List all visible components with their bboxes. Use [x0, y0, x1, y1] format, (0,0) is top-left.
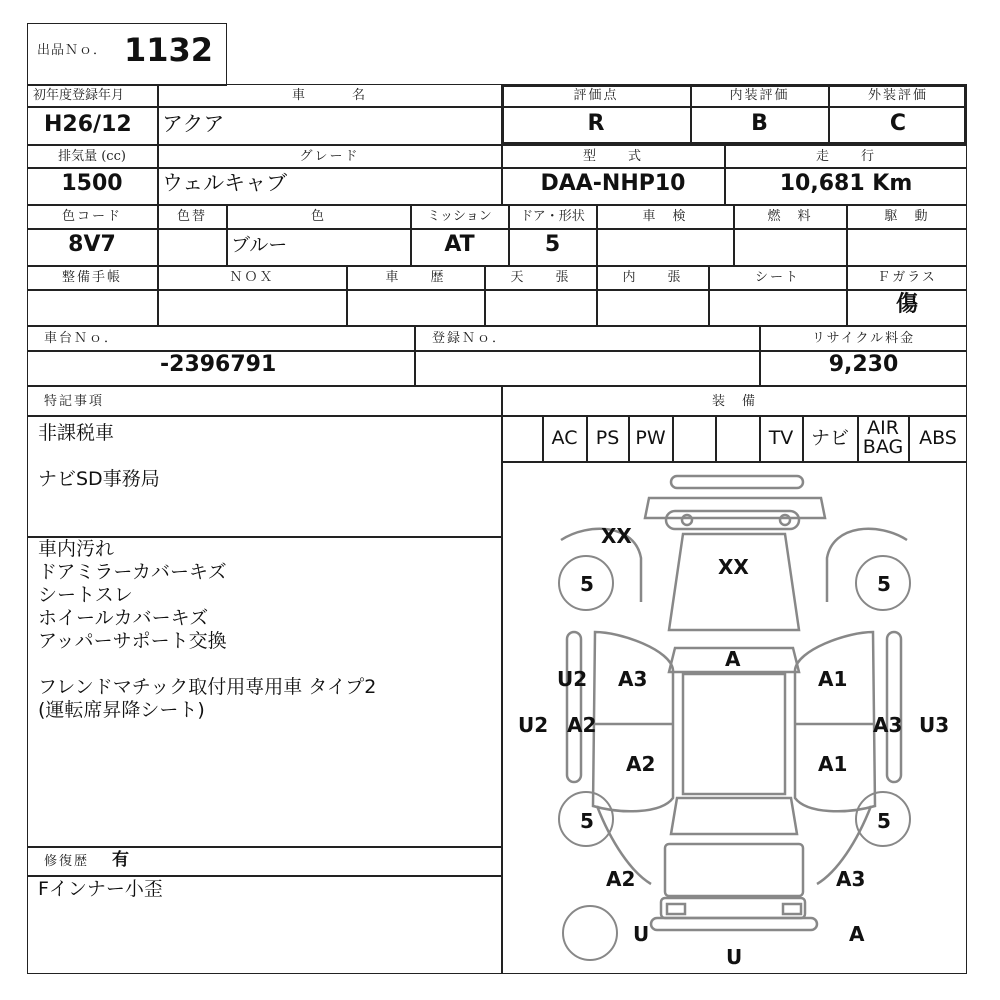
damage-mark-left-rear-door: A2 — [626, 752, 656, 776]
special-notes-label: 特記事項 — [44, 394, 105, 409]
car-name-value: アクア — [162, 112, 225, 136]
hline — [27, 875, 501, 877]
hood-outline — [669, 534, 799, 630]
equipment-item-ac: AC — [551, 427, 578, 449]
rear-license-outline — [783, 904, 801, 914]
equipment-item-navi: ナビ — [810, 427, 849, 449]
grade-value: ウェルキャブ — [162, 171, 288, 195]
special-notes-block-2: 車内汚れ ドアミラーカバーキズ シートスレ ホイールカバーキズ アッパーサポート交換 フレンドマチック取付用専用車 タイプ2 (運転席昇降シート) — [38, 538, 377, 721]
damage-mark-right-sill: U3 — [919, 713, 950, 737]
vline — [414, 326, 416, 386]
nox-label: ＮＯＸ — [229, 270, 275, 285]
damage-mark-rear-valance: U — [726, 945, 743, 969]
damage-mark-windshield: A — [725, 647, 741, 671]
equipment-item-airbag: AIR BAG — [862, 417, 904, 458]
door-value: 5 — [544, 232, 561, 257]
right-body-outline — [795, 632, 875, 811]
repaint-label: 色替 — [176, 209, 207, 224]
damage-mark-left-rear-fender: A2 — [606, 867, 636, 891]
repair-detail: Fインナー小歪 — [38, 878, 163, 900]
damage-mark-right-door: A3 — [873, 713, 903, 737]
hline — [27, 204, 967, 206]
damage-mark-hood: XX — [718, 555, 749, 579]
equipment-item-abs: ABS — [919, 427, 957, 449]
interior-rating-label: 内装評価 — [729, 88, 790, 103]
listing-number-label: 出品Ｎｏ． — [37, 43, 108, 58]
left-body-outline — [593, 632, 673, 811]
hline — [27, 228, 967, 230]
special-notes-block-1: 非課税車 ナビSD事務局 — [38, 422, 160, 490]
damage-mark-right-front-wheel: 5 — [877, 572, 891, 596]
hline — [27, 167, 967, 169]
equipment-item-pw: PW — [635, 427, 666, 449]
exterior-rating-value: C — [889, 111, 907, 136]
front-emblem-outline — [682, 515, 692, 525]
damage-mark-right-front-door: A1 — [818, 667, 848, 691]
damage-mark-left-front-door: A3 — [618, 667, 648, 691]
vline — [715, 416, 717, 462]
hline — [27, 325, 967, 327]
damage-mark-left-rear-wheel: 5 — [580, 809, 594, 833]
door-label: ドア・形状 — [520, 209, 585, 224]
transmission-value: AT — [444, 232, 475, 257]
damage-mark-left-sill: U2 — [518, 713, 549, 737]
equipment-item-ps: PS — [595, 427, 620, 449]
chassis-number-value: -2396791 — [160, 352, 277, 377]
hline — [27, 265, 967, 267]
color-code-label: 色コード — [61, 209, 122, 224]
model-label: 型 式 — [582, 149, 643, 164]
interior-rating-value: B — [751, 111, 768, 136]
exterior-rating-label: 外装評価 — [867, 88, 928, 103]
grade-label: グレード — [299, 149, 360, 164]
damage-mark-front-bumper: XX — [601, 524, 632, 548]
front-glass-value: 傷 — [895, 292, 918, 317]
mileage-value: 10,681 Km — [779, 171, 913, 196]
score-value: R — [587, 111, 605, 136]
seat-label: シート — [754, 270, 800, 285]
right-front-fender-outline — [827, 529, 907, 602]
hline — [27, 289, 967, 291]
front-bumper-outline — [671, 476, 803, 488]
color-code-value: 8V7 — [68, 232, 116, 257]
vline — [672, 416, 674, 462]
repair-history-label: 修復歴 — [44, 854, 90, 869]
score-label: 評価点 — [573, 88, 619, 103]
right-sill-outline — [887, 632, 901, 782]
damage-mark-left-front-wheel: 5 — [580, 572, 594, 596]
hline — [27, 846, 501, 848]
roof-outline — [683, 674, 785, 794]
damage-mark-left-door: A2 — [567, 713, 597, 737]
displacement-label: 排気量 (cc) — [58, 149, 126, 164]
damage-mark-right-rear-door: A1 — [818, 752, 848, 776]
left-sill-outline — [567, 632, 581, 782]
chassis-number-label: 車台Ｎｏ． — [44, 331, 120, 346]
displacement-value: 1500 — [61, 171, 123, 196]
rear-license-outline — [667, 904, 685, 914]
inspection-label: 車 検 — [642, 209, 688, 224]
rear-window-outline — [671, 798, 797, 834]
fuel-label: 燃 料 — [767, 209, 813, 224]
recycle-fee-label: リサイクル料金 — [811, 331, 916, 346]
damage-mark-right-rear-wheel: 5 — [877, 809, 891, 833]
spare-tire — [563, 906, 617, 960]
color-value: ブルー — [231, 234, 288, 256]
drive-label: 駆 動 — [884, 209, 930, 224]
repair-history-value: 有 — [112, 850, 129, 870]
hline — [27, 385, 967, 387]
hline — [27, 415, 967, 417]
car-name-label: 車 名 — [291, 88, 367, 103]
interior-trim-label: 内 張 — [622, 270, 683, 285]
equipment-item-tv: TV — [768, 427, 794, 449]
damage-mark-rear-bumper-left: U — [633, 922, 650, 946]
damage-mark-right-rear-fender: A3 — [836, 867, 866, 891]
headliner-label: 天 張 — [510, 270, 571, 285]
damage-mark-left-front-pillar: U2 — [557, 667, 588, 691]
front-glass-label: Ｆガラス — [877, 270, 937, 285]
mileage-label: 走 行 — [815, 149, 876, 164]
first-registration-label: 初年度登録年月 — [33, 88, 125, 103]
rear-hatch-outline — [665, 844, 803, 896]
maintenance-book-label: 整備手帳 — [61, 270, 122, 285]
listing-number-value: 1132 — [124, 31, 214, 69]
transmission-label: ミッション — [427, 209, 492, 224]
registration-number-label: 登録Ｎｏ． — [432, 331, 508, 346]
damage-mark-rear-bumper-right: A — [849, 922, 865, 946]
color-label: 色 — [310, 209, 326, 224]
model-value: DAA-NHP10 — [540, 171, 686, 196]
rear-valance-outline — [651, 918, 817, 930]
vehicle-history-label: 車 歴 — [385, 270, 446, 285]
equipment-label: 装 備 — [711, 394, 757, 409]
first-registration-value: H26/12 — [44, 112, 132, 137]
front-emblem-outline — [780, 515, 790, 525]
recycle-fee-value: 9,230 — [828, 352, 899, 377]
